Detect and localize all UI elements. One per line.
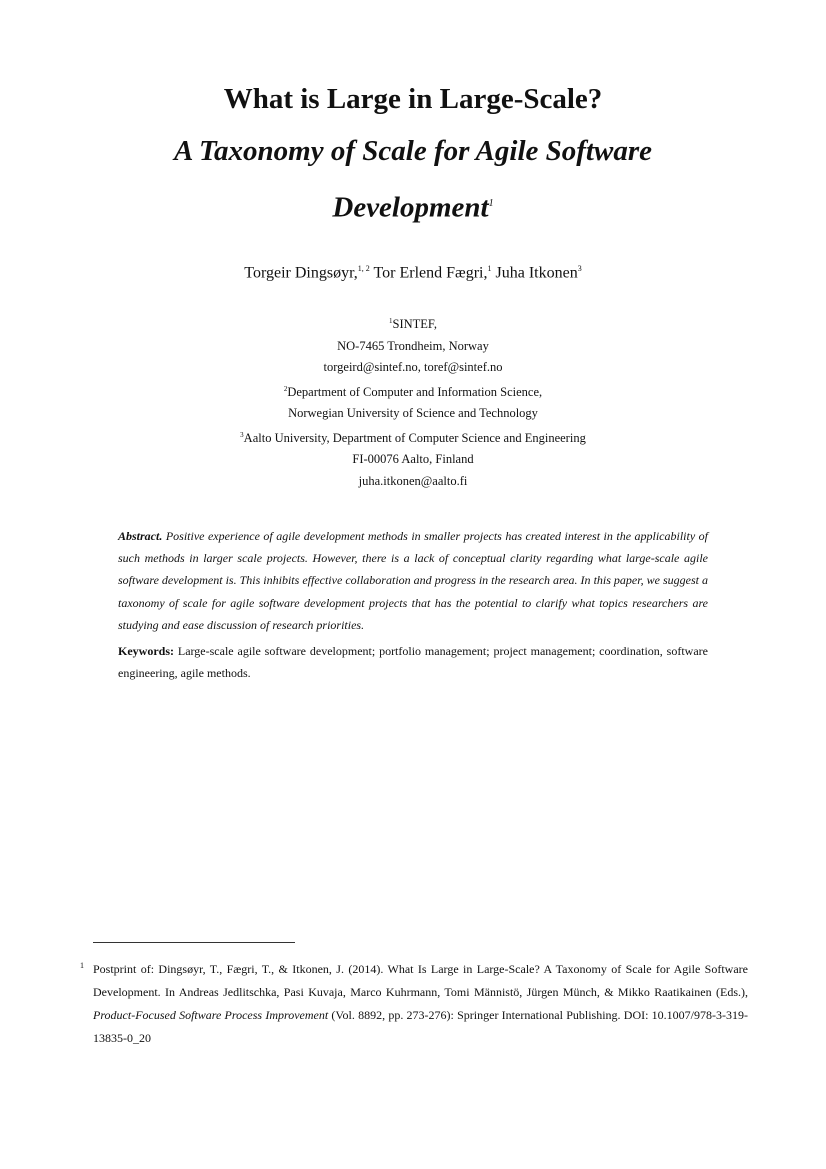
author-affil: 1, 2	[357, 264, 370, 273]
keywords	[118, 640, 708, 684]
affiliation-text: Aalto University, Department of Computer Science and Engineering	[243, 430, 586, 445]
affiliation-text: NO-7465 Trondheim, Norway	[337, 338, 489, 353]
affiliation-mark: 1	[389, 317, 393, 325]
keywords-label: Keywords:	[118, 644, 174, 658]
affiliation-line	[0, 471, 826, 493]
affiliations	[0, 311, 826, 492]
affiliation-mark: 2	[283, 384, 288, 393]
author-affil: 3	[577, 264, 582, 273]
keywords-text: Large-scale agile software development; portfolio management; project management; coordination, software engineering, agile methods.	[118, 644, 708, 681]
abstract	[118, 525, 708, 636]
footnote-book-title: Product-Focused Software Process Improvement	[93, 1008, 329, 1022]
affiliation-line	[0, 403, 826, 425]
affiliation-line	[0, 336, 826, 358]
affiliation-line	[0, 449, 826, 471]
affiliation-line	[0, 379, 826, 404]
affiliation-text: Department of Computer and Information Science,	[287, 384, 543, 399]
affiliation-line	[0, 311, 826, 336]
footnote-text: Postprint of: Dingsøyr, T., Fægri, T., & Itkonen, J. (2014). What Is Large in Large-Scale? A Taxonomy of Scale for Agile Software Development. In Andreas Jedlitschka, Pasi Kuvaja, Marco Kuhrmann, Tomi Männistö, Jürgen Münch, & Mikko Raatikainen (Eds.),	[93, 962, 748, 999]
affiliation-email: juha.itkonen@aalto.fi	[358, 473, 468, 488]
title-line-2: A Taxonomy of Scale for Agile Software	[174, 135, 652, 167]
footnote-mark: 1	[80, 961, 84, 970]
footnote-text-end: (Vol. 8892, pp. 273-276): Springer International Publishing. DOI: 10.1007/978-3-319-13835-0_20	[93, 1008, 748, 1045]
affiliation-line	[0, 425, 826, 450]
affiliation-line	[0, 357, 826, 379]
title-footnote-mark: 1	[488, 198, 494, 209]
abstract-text: Positive experience of agile development methods in smaller projects has created interest in the applicability of such methods in larger scale projects. However, there is a lack of conceptual clarity regarding what large-scale agile software development is. This inhibits effective collaboration and progress in the research area. In this paper, we suggest a taxonomy of scale for agile software development projects that has the potential to clarify what topics researchers are studying and ease discussion of research priorities.	[118, 529, 708, 632]
title-line-3	[0, 187, 826, 225]
author-name: Tor Erlend Fægri,	[373, 264, 488, 282]
affiliation-email: torgeird@sintef.no, toref@sintef.no	[323, 360, 503, 375]
affiliation-text: FI-00076 Aalto, Finland	[352, 452, 474, 467]
footnote	[80, 958, 748, 1050]
authors	[0, 264, 826, 282]
author-affil: 1	[487, 264, 492, 273]
title-line-3-text: Development	[332, 191, 489, 224]
abstract-label: Abstract.	[118, 529, 163, 543]
affiliation-mark: 3	[240, 430, 244, 439]
author-name: Torgeir Dingsøyr,	[244, 264, 358, 282]
footnote-divider	[93, 942, 295, 943]
affiliation-text: Norwegian University of Science and Technology	[288, 406, 538, 421]
title-line-1: What is Large in Large-Scale?	[223, 83, 603, 115]
author-name: Juha Itkonen	[495, 264, 578, 282]
affiliation-text: SINTEF,	[392, 317, 437, 332]
